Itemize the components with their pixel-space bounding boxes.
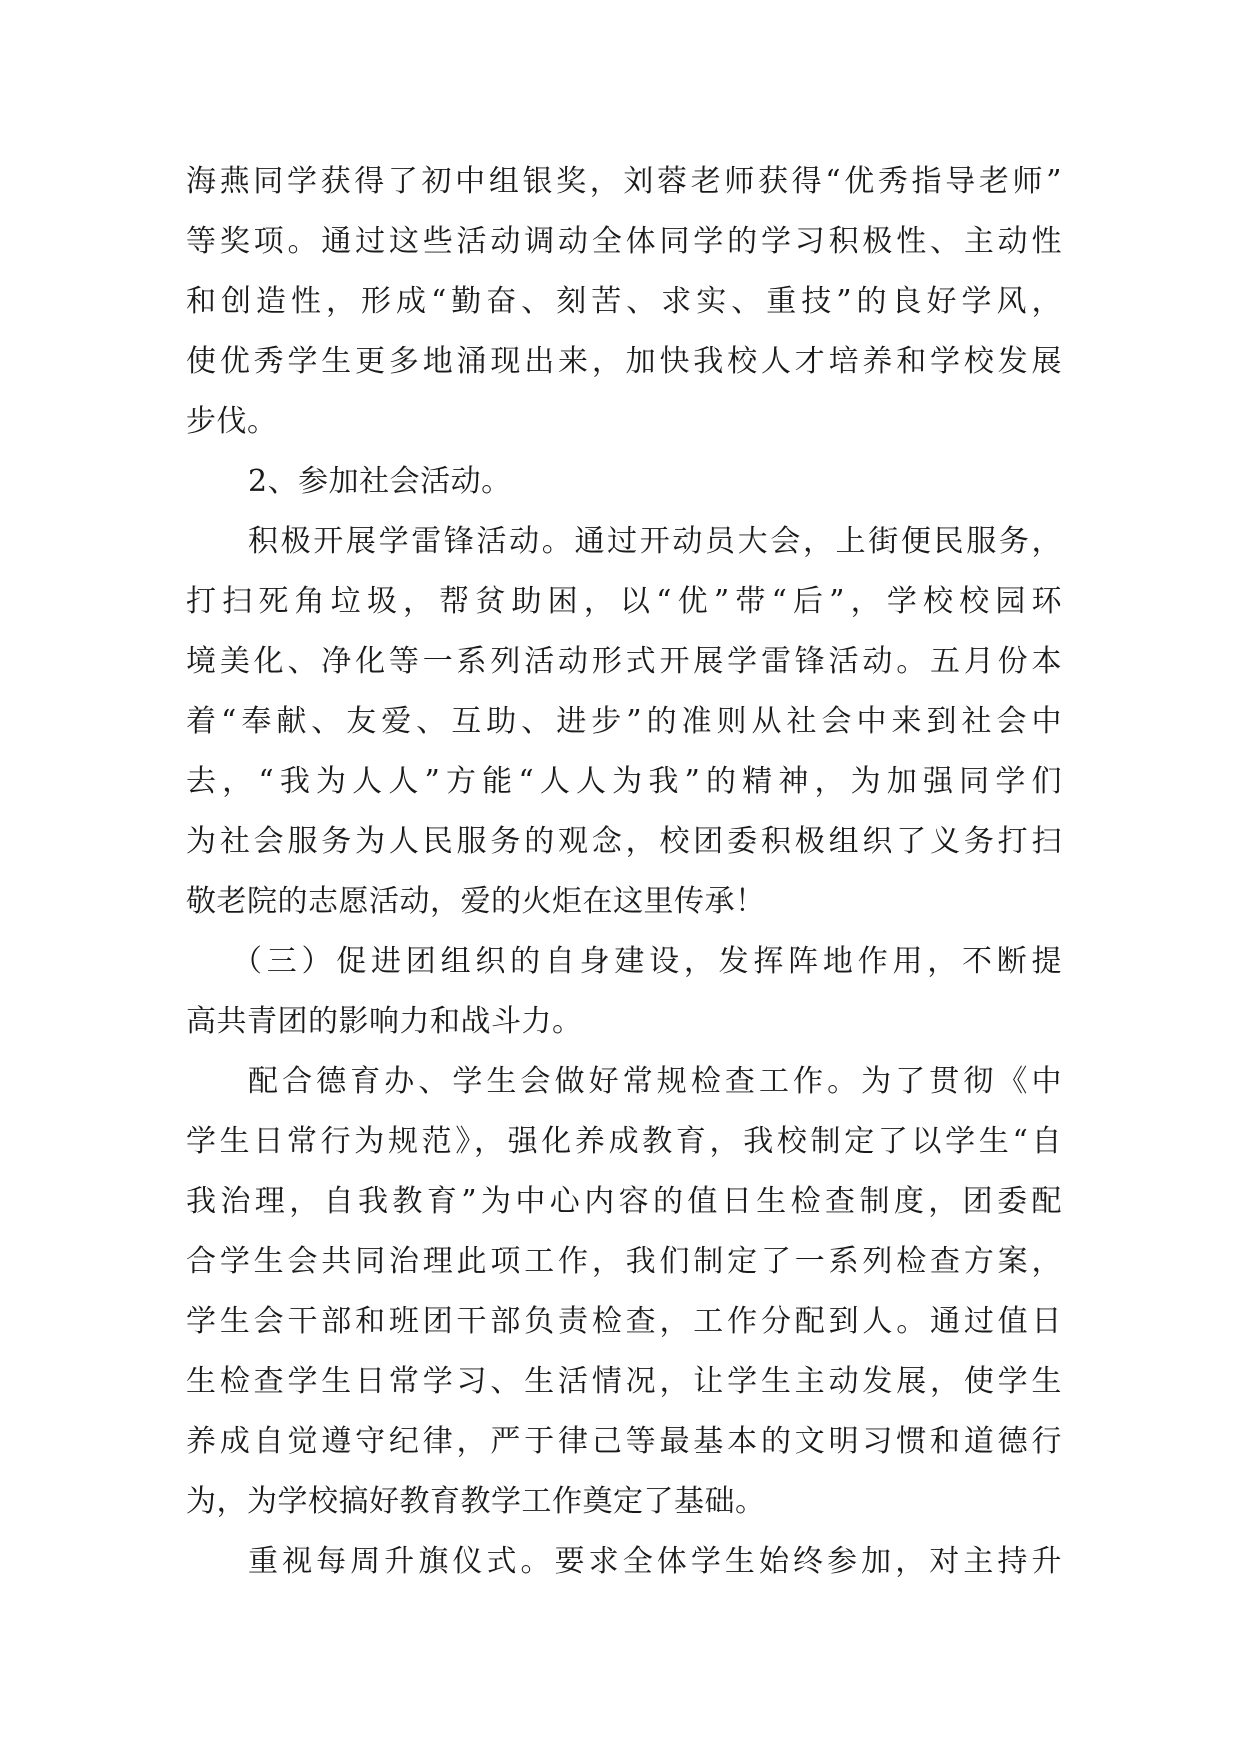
text-line: 等奖项。通过这些活动调动全体同学的学习积极性、主动性 xyxy=(186,224,1062,259)
section-heading: （三）促进团组织的自身建设，发挥阵地作用，不断提 xyxy=(232,944,1062,979)
text-line: 学生日常行为规范》，强化养成教育，我校制定了以学生“自 xyxy=(186,1124,1062,1159)
text-line: 和创造性，形成“勤奋、刻苦、求实、重技”的良好学风， xyxy=(186,284,1062,319)
text-line: 敬老院的志愿活动，爱的火炬在这里传承！ xyxy=(186,884,766,919)
text-line: 步伐。 xyxy=(186,404,278,439)
text-line: 着“奉献、友爱、互助、进步”的准则从社会中来到社会中 xyxy=(186,704,1062,739)
text-line: 高共青团的影响力和战斗力。 xyxy=(186,1004,583,1039)
text-line: 为社会服务为人民服务的观念，校团委积极组织了义务打扫 xyxy=(186,824,1062,859)
text-line: 学生会干部和班团干部负责检查，工作分配到人。通过值日 xyxy=(186,1304,1062,1339)
text-line: 海燕同学获得了初中组银奖，刘蓉老师获得“优秀指导老师” xyxy=(186,164,1062,199)
text-line: 打扫死角垃圾，帮贫助困，以“优”带“后”，学校校园环 xyxy=(186,584,1062,619)
text-line: 积极开展学雷锋活动。通过开动员大会，上街便民服务， xyxy=(248,524,1062,559)
section-heading: 2、参加社会活动。 xyxy=(248,464,512,499)
text-line: 合学生会共同治理此项工作，我们制定了一系列检查方案， xyxy=(186,1244,1062,1279)
text-line: 境美化、净化等一系列活动形式开展学雷锋活动。五月份本 xyxy=(186,644,1062,679)
text-line: 我治理，自我教育”为中心内容的值日生检查制度，团委配 xyxy=(186,1184,1062,1219)
text-line: 配合德育办、学生会做好常规检查工作。为了贯彻《中 xyxy=(248,1064,1062,1099)
text-line: 去，“我为人人”方能“人人为我”的精神，为加强同学们 xyxy=(186,764,1062,799)
text-line: 重视每周升旗仪式。要求全体学生始终参加，对主持升 xyxy=(248,1544,1062,1579)
text-line: 生检查学生日常学习、生活情况，让学生主动发展，使学生 xyxy=(186,1364,1062,1399)
text-line: 使优秀学生更多地涌现出来，加快我校人才培养和学校发展 xyxy=(186,344,1062,379)
text-line: 养成自觉遵守纪律，严于律己等最基本的文明习惯和道德行 xyxy=(186,1424,1062,1459)
text-line: 为，为学校搞好教育教学工作奠定了基础。 xyxy=(186,1484,766,1519)
